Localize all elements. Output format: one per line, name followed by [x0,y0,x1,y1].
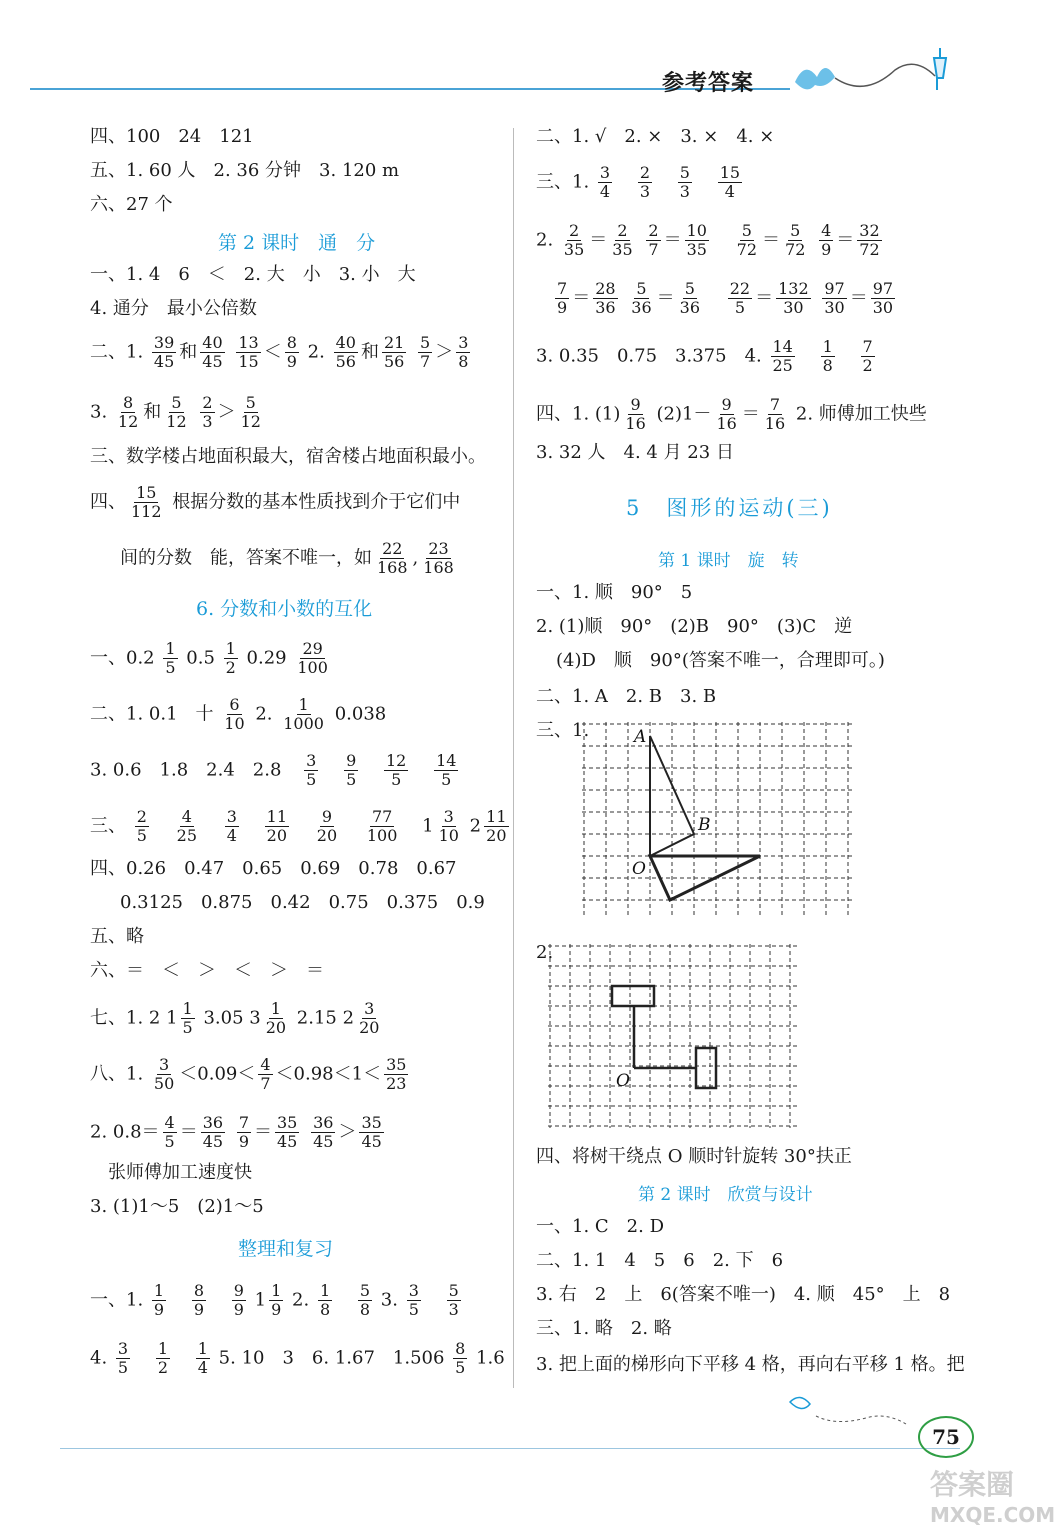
label-b: B [698,815,711,835]
line: 八、1. $\frac{3}{50}$ ＜0.09＜ $\frac{4}{7}$ ＜0.98＜1＜ $\frac{35}{23}$ [90,1055,407,1093]
line: 2. 0.8＝ $\frac{4}{5}$ ＝ $\frac{36}{45}$ $\frac{7}{9}$ ＝ $\frac{35}{45}$ $\frac{36}{45}$ ＞ $\frac{35}{45}$ [90,1113,382,1151]
header-title: 参考答案 [662,70,755,96]
line: 二、1. 1 4 5 6 2. 下 6 [536,1250,784,1271]
footer-decoration [786,1390,916,1430]
line: 3. (1)1～5 (2)1～5 [90,1196,264,1217]
line: 张师傅加工速度快 [108,1162,252,1183]
line: (4)D 顺 90°(答案不唯一，合理即可。) [556,650,885,671]
line: 2. (1)顺 90° (2)B 90° (3)C 逆 [536,616,853,637]
line: 一、1. $\frac{1}{9}$ $\frac{8}{9}$ $\frac{9}{9}$ 1 $\frac{1}{9}$ 2. $\frac{1}{8}$ $\frac{5}{8}$ 3. $\frac{3}{5}$ $\frac{5}{3}$ [90,1281,459,1319]
rotation-grid-1 [582,722,860,922]
line: 一、1. C 2. D [536,1216,664,1237]
line: 四、将树干绕点 O 顺时针旋转 30°扶正 [536,1146,852,1167]
footer-line [60,1448,960,1449]
line: 二、1. 0.1 十 $\frac{6}{10}$ 2. $\frac{1}{1000}$ 0.038 [90,695,387,733]
lamp-icon [934,48,946,90]
line: 3. 32 人 4. 4 月 23 日 [536,442,734,463]
label-o: O [632,859,646,879]
line: 三、 $\frac{2}{5}$ $\frac{4}{25}$ $\frac{3}{4}$ $\frac{11}{20}$ $\frac{9}{20}$ $\frac{77}{100}$ 1 $\frac{3}{10}$ 2 $\frac{11}{20}$ [90,807,507,845]
section-title: 第 2 课时 通 分 [218,232,376,254]
label-a: A [634,727,647,747]
grid-lines [582,722,854,918]
line: 二、1. √ 2. × 3. × 4. × [536,126,775,147]
line: 3. 右 2 上 6(答案不唯一) 4. 顺 45° 上 8 [536,1284,951,1305]
butterfly-icon [795,68,835,89]
grid-lines [548,944,798,1128]
line: 六、＝ ＜ ＞ ＜ ＞ ＝ [90,960,324,981]
line: 三、1. $\frac{3}{4}$ $\frac{2}{3}$ $\frac{5}{3}$ $\frac{15}{4}$ [536,163,741,201]
rotated-flag [696,1048,716,1088]
label-o2: O [616,1071,630,1091]
section-title: 6. 分数和小数的互化 [196,598,373,620]
section-title: 第 2 课时 欣赏与设计 [638,1185,813,1205]
line: 0.3125 0.875 0.42 0.75 0.375 0.9 [120,892,485,913]
line: 七、1. 2 1 $\frac{1}{5}$ 3.05 3 $\frac{1}{20}$ 2.15 2 $\frac{3}{20}$ [90,999,380,1037]
line: 三、数学楼占地面积最大，宿舍楼占地面积最小。 [90,446,486,467]
line: 四、100 24 121 [90,126,254,147]
line: 二、1. A 2. B 3. B [536,686,717,707]
line: 四、 $\frac{15}{112}$ 根据分数的基本性质找到介于它们中 [90,483,461,521]
line: 3. 0.35 0.75 3.375 4. $\frac{14}{25}$ $\frac{1}{8}$ $\frac{7}{2}$ [536,337,873,375]
butterfly-lamp-decoration [790,42,970,102]
line: 五、略 [90,926,144,947]
line: 二、1. $\frac{39}{45}$ 和 $\frac{40}{45}$ $\frac{13}{15}$ ＜ $\frac{8}{9}$ 2. $\frac{40}{56}$ 和 $\frac{21}{56}$ $\frac{5}{7}$ ＞ $\frac{3}{8}$ [90,333,469,371]
line: $\frac{7}{9}$ ＝ $\frac{28}{36}$ $\frac{5}{36}$ ＝ $\frac{5}{36}$ $\frac{22}{5}$ ＝ $\frac{132}{30}$ $\frac{97}{30}$ ＝ $\frac{97}{30}$ [557,279,894,317]
line: 四、1. (1) $\frac{9}{16}$ (2)1－ $\frac{9}{16}$ ＝ $\frac{7}{16}$ 2. 师傅加工快些 [536,395,927,433]
line: 三、1. 略 2. 略 [536,1318,672,1339]
line: 3. 0.6 1.8 2.4 2.8 $\frac{3}{5}$ $\frac{9}{5}$ $\frac{12}{5}$ $\frac{14}{5}$ [90,751,457,789]
line: 4. $\frac{3}{5}$ $\frac{1}{2}$ $\frac{1}{4}$ 5. 10 3 6. 1.67 1.506 $\frac{8}{5}$ 1.6 [90,1339,505,1377]
line: 3. $\frac{8}{12}$ 和 $\frac{5}{12}$ $\frac{2}{3}$ ＞ $\frac{5}{12}$ [90,393,261,431]
line: 3. 把上面的梯形向下平移 4 格，再向右平移 1 格。把 [536,1354,965,1375]
line: 三、1. [536,720,590,741]
watermark: 答案圈 MXQE.COM [930,1468,1056,1527]
line: 一、1. 顺 90° 5 [536,582,693,603]
page-number: 75 [918,1416,974,1458]
line: 四、0.26 0.47 0.65 0.69 0.78 0.67 [90,858,457,879]
line: 间的分数 能，答案不唯一，如 $\frac{22}{168}$ , $\frac{23}{168}$ [120,539,454,577]
line: 一、1. 4 6 ＜ 2. 大 小 3. 小 大 [90,264,416,285]
rotation-grid-2 [548,944,802,1132]
line: 六、27 个 [90,194,173,215]
line: 4. 通分 最小公倍数 [90,298,257,319]
bird-icon [790,1397,810,1408]
original-flag [612,986,654,1006]
section-title: 第 1 课时 旋 转 [658,551,799,571]
line: 2. $\frac{2}{35}$ ＝ $\frac{2}{35}$ $\frac{2}{7}$ ＝ $\frac{10}{35}$ $\frac{5}{72}$ ＝ $\frac{5}{72}$ $\frac{4}{9}$ ＝ $\frac{32}{72}$ [536,221,880,259]
section-title: 5 图形的运动(三) [626,496,833,520]
section-title: 整理和复习 [238,1238,334,1260]
line: 一、0.2 $\frac{1}{5}$ 0.5 $\frac{1}{2}$ 0.29 $\frac{29}{100}$ [90,639,328,677]
column-divider [513,128,514,1388]
line: 2. [536,942,554,963]
line: 五、1. 60 人 2. 36 分钟 3. 120 m [90,160,400,181]
